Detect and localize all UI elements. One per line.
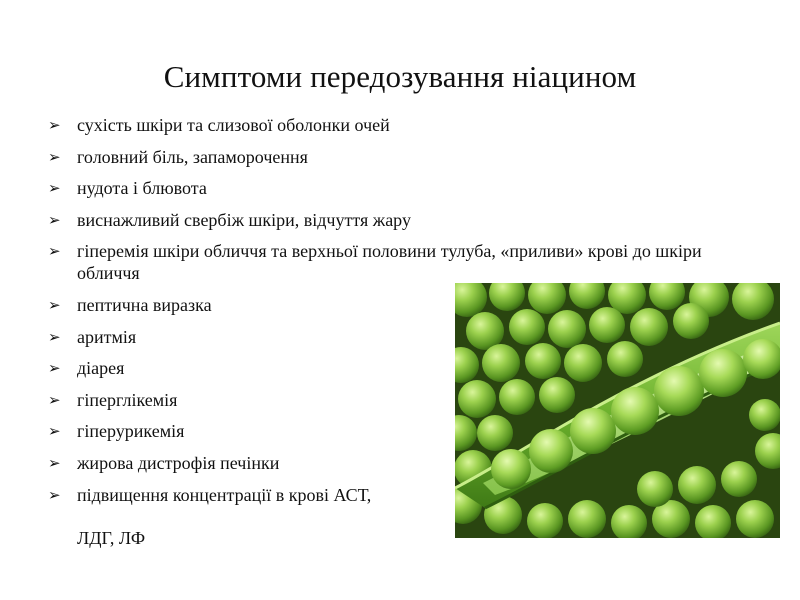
list-item-text: підвищення концентрації в крові АСТ, xyxy=(77,484,372,505)
arrow-bullet-icon: ➢ xyxy=(48,327,61,346)
list-item-text: гіперурикемія xyxy=(77,421,185,442)
list-item xyxy=(40,209,720,231)
arrow-bullet-icon: ➢ xyxy=(48,295,61,314)
arrow-bullet-icon: ➢ xyxy=(48,422,61,441)
list-item-text: сухість шкіри та слизової оболонки очей xyxy=(77,115,390,135)
list-item-text: жирова дистрофія печінки xyxy=(77,452,280,473)
slide-title: Симптоми передозування ніацином xyxy=(163,58,637,94)
list-item-text: діарея xyxy=(77,358,125,379)
list-item xyxy=(40,146,720,168)
list-item-continuation: ЛДГ, ЛФ xyxy=(77,528,146,548)
arrow-bullet-icon: ➢ xyxy=(48,210,61,229)
list-item-text: нудота і блювота xyxy=(77,178,207,199)
list-item-text: виснажливий свербіж шкіри, відчуття жару xyxy=(77,209,411,230)
peas-photo xyxy=(455,283,780,538)
list-item-text: гіперглікемія xyxy=(77,389,178,410)
list-item xyxy=(40,177,720,199)
list-item-text: аритмія xyxy=(77,326,137,347)
arrow-bullet-icon: ➢ xyxy=(48,390,61,409)
arrow-bullet-icon: ➢ xyxy=(48,485,61,504)
arrow-bullet-icon: ➢ xyxy=(48,147,61,166)
list-item xyxy=(40,240,720,284)
list-item-text: гіперемія шкіри обличчя та верхньої половини тулуба, «приливи» крові до шкіри обличчя xyxy=(77,241,702,284)
arrow-bullet-icon: ➢ xyxy=(48,179,61,198)
list-item xyxy=(40,114,720,136)
arrow-bullet-icon: ➢ xyxy=(48,359,61,378)
peas-illustration xyxy=(455,283,780,538)
list-item-text: пептична виразка xyxy=(77,294,212,315)
arrow-bullet-icon: ➢ xyxy=(48,242,61,261)
arrow-bullet-icon: ➢ xyxy=(48,453,61,472)
list-item-text: головний біль, запаморочення xyxy=(77,146,308,167)
arrow-bullet-icon: ➢ xyxy=(48,116,61,134)
